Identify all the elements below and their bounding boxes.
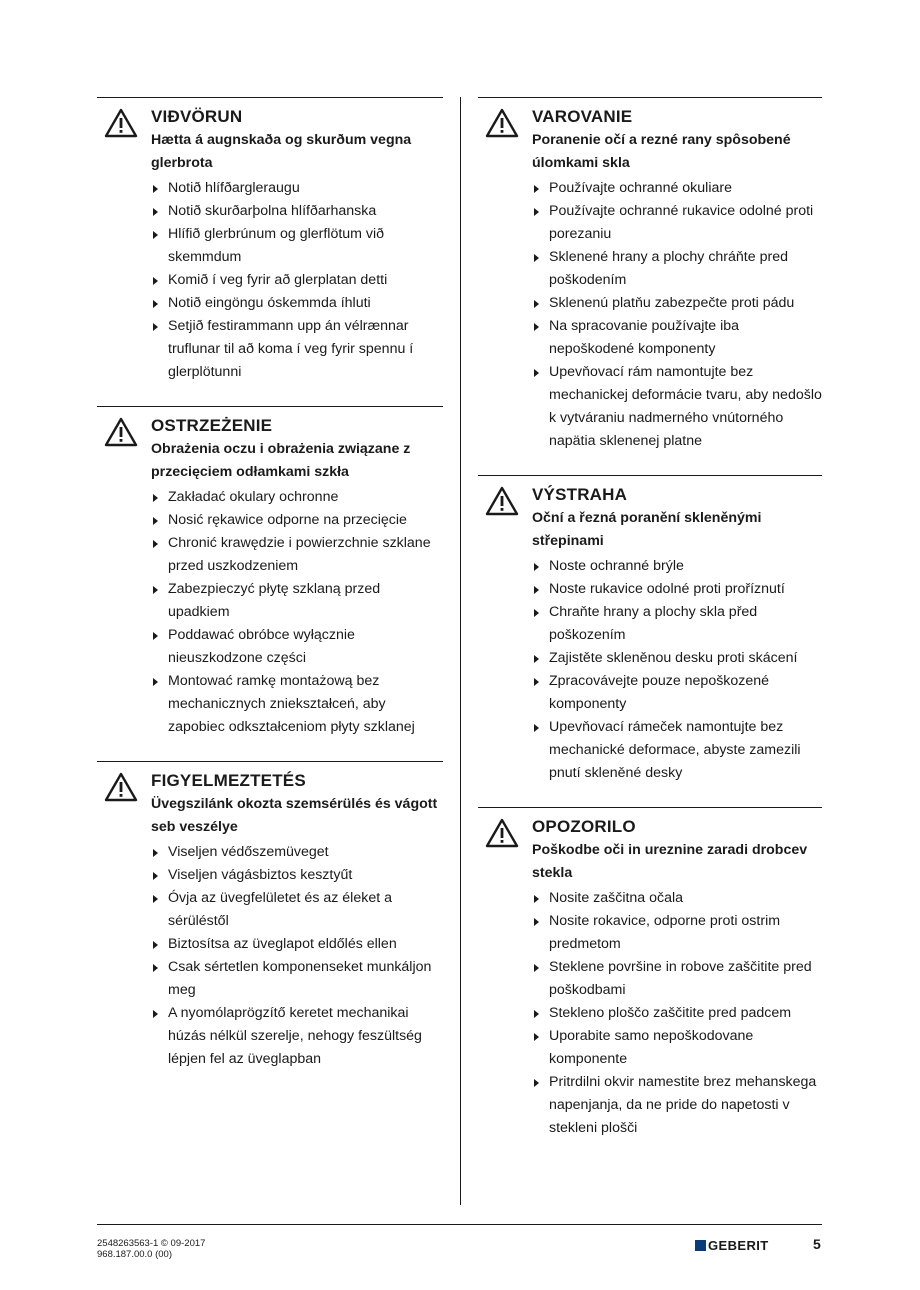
warning-subtitle: Obrażenia oczu i obrażenia związane z przecięciem odłamkami szkła xyxy=(151,441,411,480)
warning-list-item-text: Stekleno ploščo zaščitite pred padcem xyxy=(549,1005,792,1021)
warning-list-item xyxy=(532,361,822,453)
warning-section xyxy=(478,475,822,785)
warning-list-item-text: Používajte ochranné rukavice odolné proti porezaniu xyxy=(549,203,814,242)
warning-list xyxy=(532,177,822,453)
bullet-arrow-icon xyxy=(153,678,158,686)
bullet-arrow-icon xyxy=(534,724,539,732)
document-code-line2: 968.187.00.0 (00) xyxy=(97,1249,173,1260)
bullet-arrow-icon xyxy=(534,895,539,903)
warning-list-item xyxy=(151,292,443,315)
bullet-arrow-icon xyxy=(153,323,158,331)
warning-list-item-text: Viseljen vágásbiztos kesztyűt xyxy=(168,867,353,883)
right-column xyxy=(478,97,822,1140)
bullet-arrow-icon xyxy=(534,655,539,663)
warning-list-item xyxy=(532,647,822,670)
warning-list-item xyxy=(151,578,443,624)
bullet-arrow-icon xyxy=(534,369,539,377)
warning-list-item xyxy=(151,887,443,933)
warning-list-item xyxy=(151,509,443,532)
bullet-arrow-icon xyxy=(153,895,158,903)
warning-list-item-text: Nosite rokavice, odporne proti ostrim predmetom xyxy=(549,913,781,952)
warning-list-item-text: Nosite zaščitna očala xyxy=(549,890,684,906)
warning-list-item-text: Používajte ochranné okuliare xyxy=(549,180,732,196)
bullet-arrow-icon xyxy=(153,231,158,239)
warning-list xyxy=(151,841,443,1071)
warning-title: VAROVANIE xyxy=(532,107,633,126)
warning-title: VIÐVÖRUN xyxy=(151,107,243,126)
warning-list-item xyxy=(532,315,822,361)
warning-body xyxy=(532,484,822,785)
bullet-arrow-icon xyxy=(534,323,539,331)
bullet-arrow-icon xyxy=(153,300,158,308)
bullet-arrow-icon xyxy=(534,678,539,686)
bullet-arrow-icon xyxy=(153,185,158,193)
warning-title: OPOZORILO xyxy=(532,817,636,836)
warning-subtitle: Üvegszilánk okozta szemsérülés és vágott seb veszélye xyxy=(151,796,438,835)
warning-body xyxy=(151,770,443,1071)
bullet-arrow-icon xyxy=(153,586,158,594)
bullet-arrow-icon xyxy=(534,563,539,571)
column-divider xyxy=(460,97,461,1205)
warning-section xyxy=(478,807,822,1140)
warning-list-item xyxy=(532,887,822,910)
warning-triangle-icon xyxy=(485,818,519,848)
warning-body xyxy=(532,106,822,453)
warning-list-item-text: Csak sértetlen komponenseket munkáljon meg xyxy=(168,959,432,998)
warning-list-item xyxy=(151,864,443,887)
bullet-arrow-icon xyxy=(534,586,539,594)
warning-list-item xyxy=(151,269,443,292)
warning-list-item-text: Notið skurðarþolna hlífðarhanska xyxy=(168,203,377,219)
warning-list-item-text: Steklene površine in robove zaščitite pred poškodbami xyxy=(549,959,812,998)
warning-list-item xyxy=(532,1002,822,1025)
warning-list-item xyxy=(532,555,822,578)
warning-list-item-text: Chraňte hrany a plochy skla před poškozením xyxy=(549,604,758,643)
warning-list-item xyxy=(151,486,443,509)
brand-square-icon xyxy=(695,1240,706,1251)
warning-section xyxy=(97,97,443,384)
warning-list xyxy=(532,887,822,1140)
warning-list-item xyxy=(151,933,443,956)
warning-list-item-text: Biztosítsa az üveglapot eldőlés ellen xyxy=(168,936,397,952)
warning-subtitle: Oční a řezná poranění skleněnými střepinami xyxy=(532,510,762,549)
warning-list-item xyxy=(532,716,822,785)
brand-name: GEBERIT xyxy=(708,1238,769,1253)
warning-list-item-text: Komið í veg fyrir að glerplatan detti xyxy=(168,272,388,288)
warning-list xyxy=(151,177,443,384)
warning-list-item-text: Poddawać obróbce wyłącznie nieuszkodzone części xyxy=(168,627,355,666)
document-code xyxy=(97,1238,205,1260)
warning-triangle-icon xyxy=(485,486,519,516)
warning-list-item xyxy=(532,1025,822,1071)
warning-list-item-text: Zakładać okulary ochronne xyxy=(168,489,339,505)
bullet-arrow-icon xyxy=(153,849,158,857)
bullet-arrow-icon xyxy=(534,1010,539,1018)
document-code-line1: 2548263563-1 © 09-2017 xyxy=(97,1238,206,1249)
bullet-arrow-icon xyxy=(153,517,158,525)
footer-rule xyxy=(97,1224,822,1225)
warning-list-item-text: Setjið festirammann upp án vélrænnar truflunar til að koma í veg fyrir spennu í glerplötunni xyxy=(168,318,414,380)
warning-list-item xyxy=(151,315,443,384)
warning-list-item-text: Sklenenú platňu zabezpečte proti pádu xyxy=(549,295,795,311)
warning-body xyxy=(151,106,443,384)
warning-list-item xyxy=(151,670,443,739)
warning-subtitle: Hætta á augnskaða og skurðum vegna glerbrota xyxy=(151,132,412,171)
warning-list-item xyxy=(532,200,822,246)
bullet-arrow-icon xyxy=(534,1033,539,1041)
warning-list-item xyxy=(532,177,822,200)
bullet-arrow-icon xyxy=(153,540,158,548)
warning-list-item-text: Viseljen védőszemüveget xyxy=(168,844,329,860)
bullet-arrow-icon xyxy=(534,208,539,216)
warning-list-item-text: Pritrdilni okvir namestite brez mehanskega napenjanja, da ne pride do napetosti v stekleni plošči xyxy=(549,1074,817,1136)
bullet-arrow-icon xyxy=(153,872,158,880)
warning-triangle-icon xyxy=(104,108,138,138)
warning-list-item xyxy=(532,246,822,292)
bullet-arrow-icon xyxy=(534,300,539,308)
warning-subtitle: Poškodbe oči in ureznine zaradi drobcev stekla xyxy=(532,842,808,881)
warning-list-item-text: Upevňovací rámeček namontujte bez mechanické deformace, abyste zamezili pnutí skleněné desky xyxy=(549,719,801,781)
warning-list-item-text: Zabezpieczyć płytę szklaną przed upadkiem xyxy=(168,581,381,620)
warning-list-item-text: Zpracovávejte pouze nepoškozené komponenty xyxy=(549,673,770,712)
bullet-arrow-icon xyxy=(153,941,158,949)
warning-list-item-text: Sklenené hrany a plochy chráňte pred poškodením xyxy=(549,249,788,288)
warning-title: FIGYELMEZTETÉS xyxy=(151,771,306,790)
warning-list-item xyxy=(151,200,443,223)
warning-list-item xyxy=(532,292,822,315)
warning-list-item-text: A nyomólaprögzítő keretet mechanikai húzás nélkül szerelje, nehogy feszültség lépjen fel az üveglapban xyxy=(168,1005,422,1067)
bullet-arrow-icon xyxy=(153,632,158,640)
warning-triangle-icon xyxy=(485,108,519,138)
warning-list-item-text: Chronić krawędzie i powierzchnie szklane przed uszkodzeniem xyxy=(168,535,431,574)
bullet-arrow-icon xyxy=(153,277,158,285)
warning-list-item xyxy=(151,841,443,864)
warning-list-item-text: Notið hlífðargleraugu xyxy=(168,180,300,196)
bullet-arrow-icon xyxy=(534,609,539,617)
warning-body xyxy=(151,415,443,739)
warning-list-item xyxy=(151,223,443,269)
bullet-arrow-icon xyxy=(534,964,539,972)
warning-list xyxy=(151,486,443,739)
bullet-arrow-icon xyxy=(534,918,539,926)
warning-list-item-text: Upevňovací rám namontujte bez mechanickej deformácie tvaru, aby nedošlo k vytváraniu nadmerného vnútorného napätia sklenenej platne xyxy=(549,364,822,449)
warning-list-item-text: Zajistěte skleněnou desku proti skácení xyxy=(549,650,798,666)
bullet-arrow-icon xyxy=(153,964,158,972)
warning-list-item-text: Noste rukavice odolné proti proříznutí xyxy=(549,581,785,597)
warning-list-item xyxy=(151,1002,443,1071)
warning-list-item-text: Hlífið glerbrúnum og glerflötum við skemmdum xyxy=(168,226,385,265)
bullet-arrow-icon xyxy=(534,1079,539,1087)
warning-section xyxy=(478,97,822,453)
warning-triangle-icon xyxy=(104,417,138,447)
warning-list-item xyxy=(532,578,822,601)
warning-list-item xyxy=(151,956,443,1002)
warning-list-item xyxy=(151,532,443,578)
warning-list-item-text: Óvja az üvegfelületet és az éleket a sérüléstől xyxy=(168,890,392,929)
bullet-arrow-icon xyxy=(153,494,158,502)
warning-list-item-text: Uporabite samo nepoškodovane komponente xyxy=(549,1028,754,1067)
warning-list-item xyxy=(532,956,822,1002)
warning-list xyxy=(532,555,822,785)
warning-title: OSTRZEŻENIE xyxy=(151,416,273,435)
warning-list-item-text: Na spracovanie používajte iba nepoškodené komponenty xyxy=(549,318,740,357)
warning-list-item-text: Noste ochranné brýle xyxy=(549,558,684,574)
warning-triangle-icon xyxy=(104,772,138,802)
left-column xyxy=(97,97,443,1071)
bullet-arrow-icon xyxy=(534,254,539,262)
warning-list-item xyxy=(532,670,822,716)
warning-list-item xyxy=(532,1071,822,1140)
warning-list-item-text: Nosić rękawice odporne na przecięcie xyxy=(168,512,407,528)
page-number: 5 xyxy=(813,1236,821,1252)
warning-list-item xyxy=(151,624,443,670)
warning-list-item-text: Notið eingöngu óskemmda íhluti xyxy=(168,295,371,311)
warning-list-item-text: Montować ramkę montażową bez mechanicznych zniekształceń, aby zapobiec odkształceniom płyty szklanej xyxy=(168,673,415,735)
bullet-arrow-icon xyxy=(153,1010,158,1018)
warning-subtitle: Poranenie očí a rezné rany spôsobené úlomkami skla xyxy=(532,132,791,171)
warning-list-item xyxy=(532,601,822,647)
brand-logo xyxy=(695,1238,769,1253)
bullet-arrow-icon xyxy=(153,208,158,216)
warning-list-item xyxy=(532,910,822,956)
warning-section xyxy=(97,406,443,739)
warning-section xyxy=(97,761,443,1071)
warning-title: VÝSTRAHA xyxy=(532,485,628,504)
bullet-arrow-icon xyxy=(534,185,539,193)
warning-list-item xyxy=(151,177,443,200)
warning-body xyxy=(532,816,822,1140)
